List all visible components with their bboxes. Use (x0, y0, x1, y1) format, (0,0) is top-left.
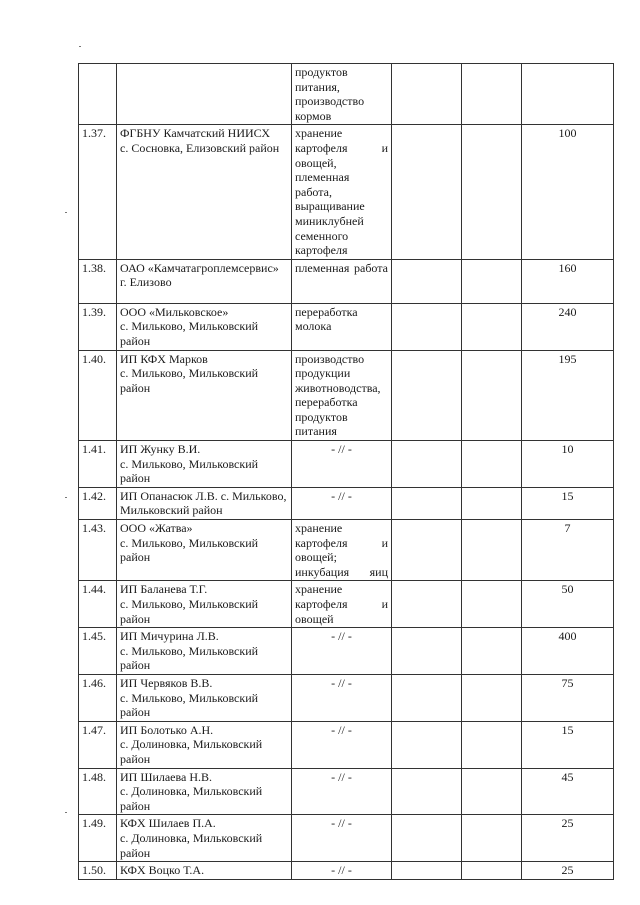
activity-cell: хранение картофеля и овощей, племенная работа, выращивание миниклубней семенного картофеля (292, 125, 392, 259)
organization-cell: ИП Баланева Т.Г. с. Мильково, Мильковский район (117, 581, 292, 628)
empty-cell (462, 64, 522, 125)
empty-cell (462, 125, 522, 259)
scan-speck (65, 812, 67, 813)
row-number: 1.48. (79, 768, 117, 815)
organization-cell: ИП Мичурина Л.В. с. Мильково, Мильковский район (117, 628, 292, 675)
table-body (79, 64, 614, 880)
value-cell: 75 (522, 674, 614, 721)
empty-cell (462, 487, 522, 519)
organization-cell: ИП Червяков В.В. с. Мильково, Мильковский район (117, 674, 292, 721)
organization-cell: ООО «Жатва» с. Мильково, Мильковский район (117, 520, 292, 581)
empty-cell (392, 487, 462, 519)
empty-cell (392, 125, 462, 259)
activity-cell: хранение картофеля и овощей (292, 581, 392, 628)
organization-cell: ИП КФХ Марков с. Мильково, Мильковский район (117, 350, 292, 441)
empty-cell (462, 768, 522, 815)
empty-cell (392, 768, 462, 815)
value-cell: 15 (522, 721, 614, 768)
empty-cell (462, 441, 522, 488)
value-cell: 10 (522, 441, 614, 488)
activity-cell: - // - (292, 674, 392, 721)
table-row (79, 259, 614, 303)
empty-cell (392, 520, 462, 581)
table-row (79, 520, 614, 581)
row-number: 1.46. (79, 674, 117, 721)
empty-cell (462, 350, 522, 441)
row-number: 1.47. (79, 721, 117, 768)
table-row (79, 815, 614, 862)
organization-cell: КФХ Воцко Т.А. (117, 862, 292, 880)
organization-cell: ОАО «Камчатагроплемсервис» г. Елизово (117, 259, 292, 303)
scan-speck (65, 497, 67, 498)
row-number: 1.44. (79, 581, 117, 628)
row-number: 1.41. (79, 441, 117, 488)
empty-cell (392, 581, 462, 628)
table-row (79, 674, 614, 721)
activity-cell: переработка молока (292, 303, 392, 350)
value-cell: 25 (522, 862, 614, 880)
empty-cell (462, 259, 522, 303)
value-cell: 160 (522, 259, 614, 303)
row-number (79, 64, 117, 125)
row-number: 1.45. (79, 628, 117, 675)
value-cell: 50 (522, 581, 614, 628)
table-row (79, 768, 614, 815)
organization-cell (117, 64, 292, 125)
value-cell: 240 (522, 303, 614, 350)
activity-cell: хранение картофеля и овощей; инкубация яиц (292, 520, 392, 581)
value-cell: 25 (522, 815, 614, 862)
empty-cell (462, 520, 522, 581)
empty-cell (462, 721, 522, 768)
organization-cell: ООО «Мильковское» с. Мильково, Мильковский район (117, 303, 292, 350)
empty-cell (392, 628, 462, 675)
table-row (79, 125, 614, 259)
table-row (79, 487, 614, 519)
row-number: 1.50. (79, 862, 117, 880)
value-cell (522, 64, 614, 125)
table-row (79, 441, 614, 488)
activity-cell: производство продукции животноводства, переработка продуктов питания (292, 350, 392, 441)
table-row (79, 64, 614, 125)
table-row (79, 862, 614, 880)
value-cell: 100 (522, 125, 614, 259)
organization-cell: ИП Жунку В.И. с. Мильково, Мильковский район (117, 441, 292, 488)
activity-cell: - // - (292, 487, 392, 519)
table-row (79, 628, 614, 675)
enterprise-table (78, 63, 614, 880)
empty-cell (462, 303, 522, 350)
empty-cell (462, 674, 522, 721)
value-cell: 400 (522, 628, 614, 675)
table-row (79, 581, 614, 628)
empty-cell (392, 674, 462, 721)
table-row (79, 350, 614, 441)
row-number: 1.39. (79, 303, 117, 350)
organization-cell: ИП Шилаева Н.В. с. Долиновка, Мильковский район (117, 768, 292, 815)
row-number: 1.42. (79, 487, 117, 519)
value-cell: 7 (522, 520, 614, 581)
scan-speck (79, 46, 81, 47)
empty-cell (462, 628, 522, 675)
organization-cell: ФГБНУ Камчатский НИИСХ с. Сосновка, Елизовский район (117, 125, 292, 259)
organization-cell: ИП Болотько А.Н. с. Долиновка, Мильковский район (117, 721, 292, 768)
empty-cell (392, 259, 462, 303)
empty-cell (392, 721, 462, 768)
activity-cell: племенная работа (292, 259, 392, 303)
empty-cell (392, 303, 462, 350)
empty-cell (392, 862, 462, 880)
empty-cell (462, 815, 522, 862)
empty-cell (462, 581, 522, 628)
activity-cell: - // - (292, 815, 392, 862)
activity-cell: продуктов питания, производство кормов (292, 64, 392, 125)
value-cell: 45 (522, 768, 614, 815)
activity-cell: - // - (292, 628, 392, 675)
row-number: 1.49. (79, 815, 117, 862)
empty-cell (392, 815, 462, 862)
scan-speck (65, 212, 67, 213)
table-row (79, 303, 614, 350)
empty-cell (392, 64, 462, 125)
empty-cell (392, 441, 462, 488)
empty-cell (462, 862, 522, 880)
organization-cell: КФХ Шилаев П.А. с. Долиновка, Мильковский район (117, 815, 292, 862)
row-number: 1.40. (79, 350, 117, 441)
empty-cell (392, 350, 462, 441)
activity-cell: - // - (292, 441, 392, 488)
value-cell: 15 (522, 487, 614, 519)
row-number: 1.38. (79, 259, 117, 303)
activity-cell: - // - (292, 862, 392, 880)
activity-cell: - // - (292, 721, 392, 768)
row-number: 1.43. (79, 520, 117, 581)
organization-cell: ИП Опанасюк Л.В. с. Мильково, Мильковский район (117, 487, 292, 519)
value-cell: 195 (522, 350, 614, 441)
table-row (79, 721, 614, 768)
row-number: 1.37. (79, 125, 117, 259)
activity-cell: - // - (292, 768, 392, 815)
